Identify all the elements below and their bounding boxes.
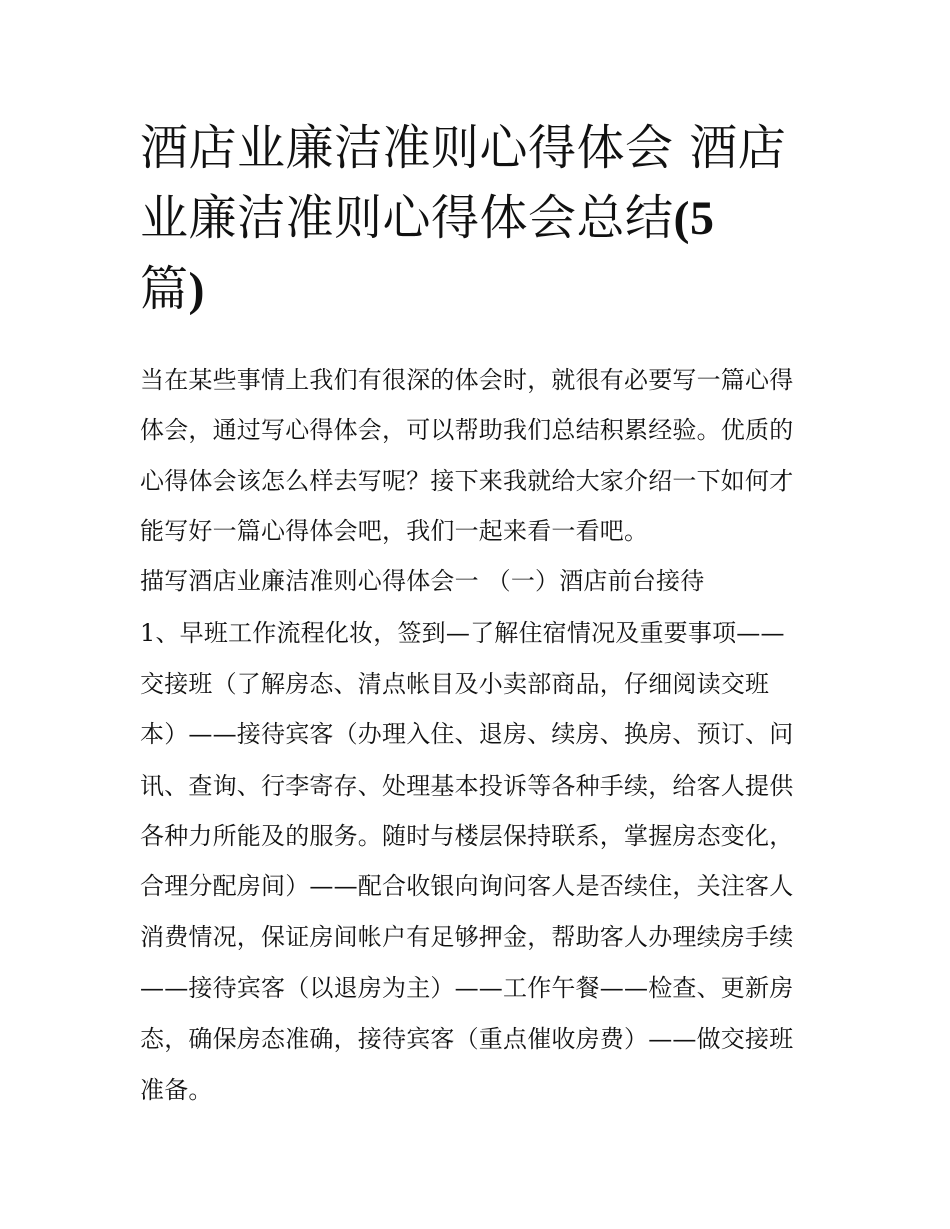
title-line-3-paren: ) [188, 263, 205, 316]
item-line-7: 消费情况，保证房间帐户有足够押金，帮助客人办理续房手续 [140, 923, 794, 951]
document-title [140, 113, 820, 325]
item-line-9: 态，确保房态准确，接待宾客（重点催收房费）——做交接班 [140, 1025, 794, 1053]
intro-line-4: 能写好一篇心得体会吧，我们一起来看一看吧。 [140, 517, 649, 545]
title-line-2-text: 业廉洁准则心得体会总结 [140, 190, 674, 246]
intro-line-1: 当在某些事情上我们有很深的体会时，就很有必要写一篇心得 [140, 366, 794, 394]
intro-line-2: 体会，通过写心得体会，可以帮助我们总结积累经验。优质的 [140, 416, 794, 444]
item-line-2: 交接班（了解房态、清点帐目及小卖部商品，仔细阅读交班 [140, 670, 770, 698]
title-line-3 [140, 254, 820, 325]
item-line-6: 合理分配房间）——配合收银向询问客人是否续住，关注客人 [140, 872, 794, 900]
title-line-3-text: 篇 [140, 261, 189, 317]
item-line-4: 讯、查询、行李寄存、处理基本投诉等各种手续，给客人提供 [140, 772, 794, 800]
title-line-2-number: (5 [673, 192, 715, 245]
item-line-5: 各种力所能及的服务。随时与楼层保持联系，掌握房态变化， [140, 822, 794, 850]
section-heading: 描写酒店业廉洁准则心得体会一 （一）酒店前台接待 [140, 567, 705, 595]
title-line-1: 酒店业廉洁准则心得体会 酒店 [140, 120, 787, 176]
item-line-8: ——接待宾客（以退房为主）——工作午餐——检查、更新房 [140, 974, 794, 1002]
item-line-10: 准备。 [140, 1076, 213, 1104]
title-line-2 [140, 183, 820, 254]
intro-line-3: 心得体会该怎么样去写呢？接下来我就给大家介绍一下如何才 [140, 467, 794, 495]
item-line-1: 1、早班工作流程化妆，签到—了解住宿情况及重要事项—— [140, 619, 785, 647]
item-line-3: 本）——接待宾客（办理入住、退房、续房、换房、预订、问 [140, 720, 794, 748]
